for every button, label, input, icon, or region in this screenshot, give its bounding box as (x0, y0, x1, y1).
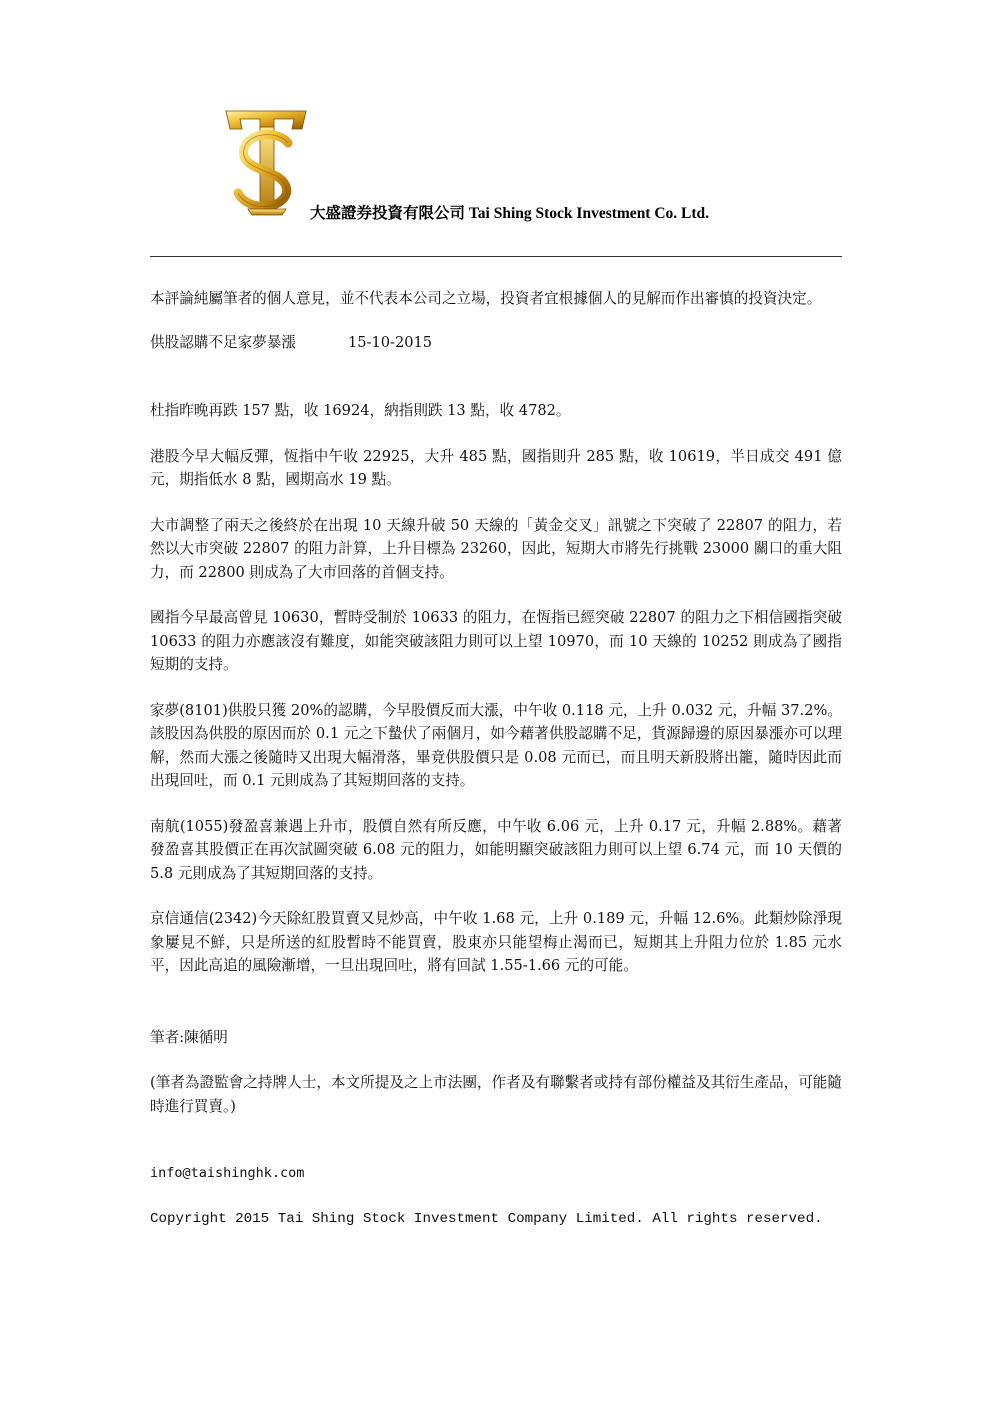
disclaimer: 本評論純屬筆者的個人意見，並不代表本公司之立場，投資者宜根據個人的見解而作出審慎的投資決定。 (150, 290, 822, 307)
paragraph-8101: 家夢(8101)供股只獲 20%的認購，今早股價反而大漲，中午收 0.118 元，上升 0.032 元，升幅 37.2%。該股因為供股的原因而於 0.1 元之下蟄伏了兩個月，如今藉著供股認購不足，貨源歸邊的原因暴漲亦可以理解，然而大漲之後隨時又出現大幅滑落，畢竟供股價只是 0.08 元而已，而且明天新股將出籠，隨時因此而出現回吐，而 0.1 元則成為了其短期回落的支持。 (150, 701, 842, 789)
paragraph-golden-cross: 大市調整了兩天之後終於在出現 10 天線升破 50 天線的「黃金交叉」訊號之下突破了 22807 的阻力，若然以大市突破 22807 的阻力計算，上升目標為 23260，因此，短期大市將先行挑戰 23000 關口的重大阻力，而 22800 則成為了大市回落的首個支持。 (150, 516, 842, 581)
copyright-notice: Copyright 2015 Tai Shing Stock Investment Company Limited. All rights reserved. (150, 1210, 823, 1227)
header-divider (150, 256, 842, 257)
paragraph-dow: 杜指昨晚再跌 157 點，收 16924，納指則跌 13 點，收 4782。 (150, 402, 571, 419)
article-date: 15-10-2015 (347, 333, 433, 351)
company-name: 大盛證券投資有限公司 Tai Shing Stock Investment Co. Ltd. (310, 205, 710, 222)
contact-email: info@taishinghk.com (150, 1165, 305, 1181)
author-disclosure: (筆者為證監會之持牌人士，本文所提及之上市法團，作者及有聯繫者或持有部份權益及其衍生產品，可能隨時進行買賣。) (150, 1074, 842, 1115)
letterhead (150, 105, 842, 225)
article-body (150, 287, 842, 1231)
author: 筆者:陳循明 (150, 1028, 228, 1046)
article-title: 供股認購不足家夢暴漲 (150, 333, 296, 351)
paragraph-hscei: 國指今早最高曾見 10630，暫時受制於 10633 的阻力，在恆指已經突破 22807 的阻力之下相信國指突破 10633 的阻力亦應該沒有難度，如能突破該阻力則可以上望 10970，而 10 天線的 10252 則成為了國指短期的支持。 (150, 609, 842, 673)
paragraph-1055: 南航(1055)發盈喜兼遇上升市，股價自然有所反應，中午收 6.06 元，上升 0.17 元，升幅 2.88%。藉著發盈喜其股價正在再次試圖突破 6.08 元的阻力，如能明顯突破該阻力則可以上望 6.74 元，而 10 天價的 5.8 元則成為了其短期回落的支持。 (150, 817, 842, 882)
ts-logo-icon (222, 105, 312, 217)
article-heading (150, 331, 842, 355)
paragraph-hk-market: 港股今早大幅反彈，恆指中午收 22925，大升 485 點，國指則升 285 點，收 10619，半日成交 491 億元，期指低水 8 點，國期高水 19 點。 (150, 447, 842, 488)
paragraph-2342: 京信通信(2342)今天除紅股買賣又見炒高，中午收 1.68 元，上升 0.189 元，升幅 12.6%。此類炒除淨現象屢見不鮮，只是所送的紅股暫時不能買賣，股東亦只能望梅止渴而已，短期其上升阻力位於 1.85 元水平，因此高追的風險漸增，一旦出現回吐，將有回試 1.55-1.66 元的可能。 (150, 910, 842, 974)
